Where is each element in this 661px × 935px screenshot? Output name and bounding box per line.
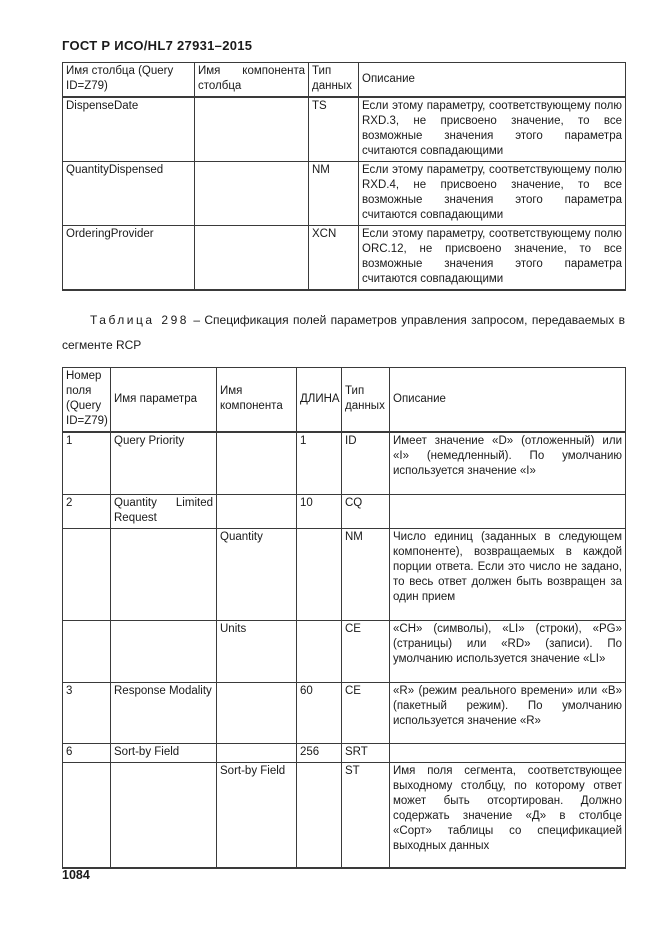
page-number: 1084 — [62, 868, 90, 882]
table1-row-orderingprovider — [63, 226, 626, 291]
cell-datatype: CQ — [342, 494, 390, 528]
table2-header-component: Имя компонента — [217, 368, 297, 433]
cell-component — [195, 226, 309, 291]
cell-component: Quantity — [217, 528, 297, 620]
table2-header-description: Описание — [390, 368, 626, 433]
table1-header-description: Описание — [359, 63, 626, 98]
cell-length: 60 — [297, 682, 342, 743]
table2-row-sort-by-field-component — [63, 762, 626, 868]
cell-field-number — [63, 620, 111, 682]
cell-component — [195, 162, 309, 226]
cell-description: Имеет значение «D» (отложенный) или «I» (немедленный). По умолчанию используется значение «I» — [390, 432, 626, 494]
cell-parameter-name: Query Priority — [111, 432, 217, 494]
cell-component — [195, 97, 309, 162]
cell-field-number: 3 — [63, 682, 111, 743]
rcp-parameters-table — [62, 367, 626, 869]
table2-header-parameter-name: Имя параметра — [111, 368, 217, 433]
document-title: ГОСТ Р ИСО/HL7 27931–2015 — [62, 38, 253, 53]
cell-column-name: OrderingProvider — [63, 226, 195, 291]
cell-length — [297, 528, 342, 620]
query-columns-table — [62, 62, 626, 291]
cell-component: Units — [217, 620, 297, 682]
cell-datatype: NM — [342, 528, 390, 620]
cell-datatype: ID — [342, 432, 390, 494]
cell-datatype: TS — [309, 97, 359, 162]
cell-column-name: QuantityDispensed — [63, 162, 195, 226]
cell-description — [390, 743, 626, 762]
table1-header-row — [63, 63, 626, 98]
table2-row-query-priority — [63, 432, 626, 494]
cell-parameter-name: Response Modality — [111, 682, 217, 743]
table-298-caption — [62, 308, 625, 358]
cell-description: Если этому параметру, соответствующему полю RXD.4, не присвоено значение, то все возможные значения этого параметра считаются совпадающими — [359, 162, 626, 226]
caption-text: – Спецификация полей параметров управления запросом, передаваемых в сегменте RCP — [62, 313, 626, 352]
cell-datatype: XCN — [309, 226, 359, 291]
caption-label: Таблица 298 — [90, 313, 189, 327]
cell-description: Имя поля сегмента, соответствующее выходному столбцу, по которому ответ может быть отсортирован. Должно содержать значение «Д» в столбце «Сорт» таблицы со спецификацией выходных данных — [390, 762, 626, 868]
table2-header-length: ДЛИНА — [297, 368, 342, 433]
page-content — [62, 38, 625, 869]
table2-row-quantity-component — [63, 528, 626, 620]
cell-field-number: 1 — [63, 432, 111, 494]
cell-description: Если этому параметру, соответствующему полю ORC.12, не присвоено значение, то все возможные значения этого параметра считаются совпадающими — [359, 226, 626, 291]
cell-description — [390, 494, 626, 528]
cell-component — [217, 682, 297, 743]
table1-row-dispensedate — [63, 97, 626, 162]
cell-datatype: CE — [342, 682, 390, 743]
cell-description: «CH» (символы), «LI» (строки), «PG» (страницы) или «RD» (записи). По умолчанию используется значение «LI» — [390, 620, 626, 682]
table1-header-column-name: Имя столбца (Query ID=Z79) — [63, 63, 195, 98]
cell-datatype: CE — [342, 620, 390, 682]
cell-column-name: DispenseDate — [63, 97, 195, 162]
cell-component — [217, 743, 297, 762]
cell-component: Sort-by Field — [217, 762, 297, 868]
cell-length: 10 — [297, 494, 342, 528]
cell-length: 1 — [297, 432, 342, 494]
cell-field-number — [63, 762, 111, 868]
cell-length — [297, 762, 342, 868]
cell-component — [217, 494, 297, 528]
table2-header-row — [63, 368, 626, 433]
table2-header-field-number: Номер поля (Query ID=Z79) — [63, 368, 111, 433]
cell-parameter-name — [111, 528, 217, 620]
cell-length — [297, 620, 342, 682]
cell-description: Если этому параметру, соответствующему полю RXD.3, не присвоено значение, то все возможные значения этого параметра считаются совпадающими — [359, 97, 626, 162]
table1-header-datatype: Тип данных — [309, 63, 359, 98]
table2-header-datatype: Тип данных — [342, 368, 390, 433]
cell-parameter-name: Sort-by Field — [111, 743, 217, 762]
cell-datatype: SRT — [342, 743, 390, 762]
cell-parameter-name — [111, 762, 217, 868]
table1-header-component: Имя компонента столбца — [195, 63, 309, 98]
cell-description: Число единиц (заданных в следующем компоненте), возвращаемых в каждой порции ответа. Если это число не задано, то весь ответ должен быть возвращен за один прием — [390, 528, 626, 620]
table2-row-units-component — [63, 620, 626, 682]
cell-datatype: NM — [309, 162, 359, 226]
table2-row-quantity-limited-request — [63, 494, 626, 528]
cell-field-number — [63, 528, 111, 620]
table2-row-response-modality — [63, 682, 626, 743]
cell-length: 256 — [297, 743, 342, 762]
table2-row-sort-by-field — [63, 743, 626, 762]
table1-row-quantitydispensed — [63, 162, 626, 226]
cell-field-number: 2 — [63, 494, 111, 528]
cell-parameter-name — [111, 620, 217, 682]
cell-field-number: 6 — [63, 743, 111, 762]
cell-parameter-name: Quantity Limited Request — [111, 494, 217, 528]
cell-datatype: ST — [342, 762, 390, 868]
cell-description: «R» (режим реального времени» или «B» (пакетный режим). По умолчанию используется значение «R» — [390, 682, 626, 743]
cell-component — [217, 432, 297, 494]
